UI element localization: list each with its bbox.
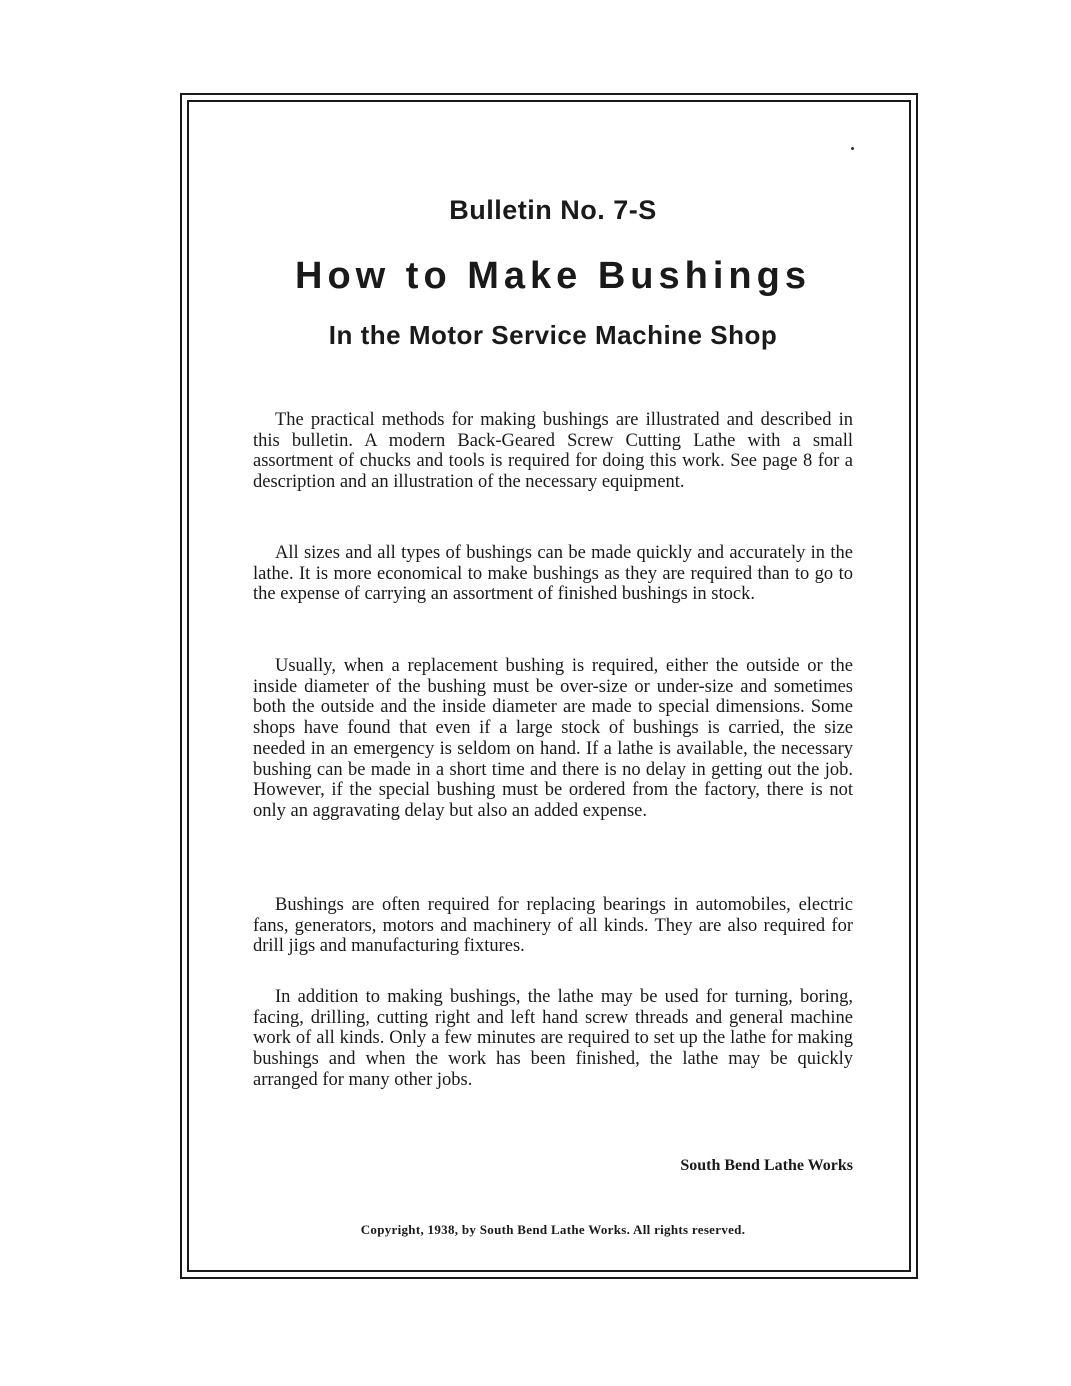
bulletin-number: Bulletin No. 7-S xyxy=(449,195,657,225)
paragraph-replacement: Usually, when a replacement bushing is required, either the outside or the inside diameter of the bushing must be over-size or under-size and sometimes both the outside and the inside diameter are made to special dimensions. Some shops have found that even if a large stock of bushings is carried, the size needed in an emergency is seldom on hand. If a lathe is available, the necessary bushing can be made in a short time and there is no delay in getting out the job. However, if the special bushing must be ordered from the factory, there is not only an aggravating delay but also an added expense. xyxy=(253,656,853,821)
paragraph-sizes: All sizes and all types of bushings can be made quickly and accurately in the lathe. It is more economical to make bushings as they are required than to go to the expense of carrying an assortment of finished bushings in stock. xyxy=(253,543,853,605)
page-subtitle: In the Motor Service Machine Shop xyxy=(328,320,778,350)
paragraph-lathe-work: In addition to making bushings, the lathe may be used for turning, boring, facing, drilling, cutting right and left hand screw threads and general machine work of all kinds. Only a few minutes are required to set up the lathe for making bushings and when the work has been finished, the lathe may be quickly arranged for many other jobs. xyxy=(253,987,853,1090)
paragraph-uses: Bushings are often required for replacing bearings in automobiles, electric fans, generators, motors and machinery of all kinds. They are also required for drill jigs and manufacturing fixtures. xyxy=(253,895,853,957)
print-speck xyxy=(851,147,854,150)
page-title: How to Make Bushings xyxy=(295,255,811,297)
signature: South Bend Lathe Works xyxy=(680,1157,853,1174)
paragraph-intro: The practical methods for making bushings are illustrated and described in this bulletin. A modern Back-Geared Screw Cutting Lathe with a small assortment of chucks and tools is required for doing this work. See page 8 for a description and an illustration of the necessary equipment. xyxy=(253,410,853,493)
copyright-notice: Copyright, 1938, by South Bend Lathe Works. All rights reserved. xyxy=(360,1222,746,1237)
